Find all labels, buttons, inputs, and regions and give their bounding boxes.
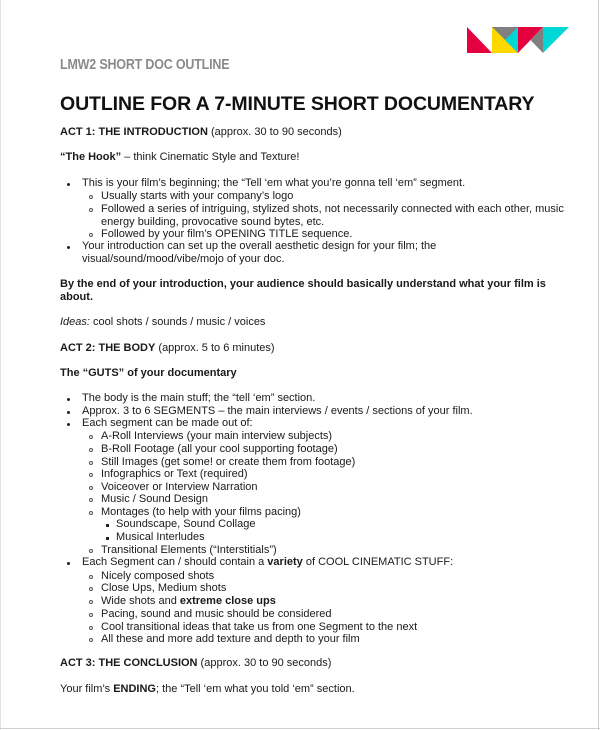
bullet-circle-icon xyxy=(89,626,93,630)
list-item: The body is the main stuff; the “tell ‘em” section. xyxy=(82,392,316,404)
bullet-circle-icon xyxy=(89,435,93,439)
ideas-line xyxy=(60,316,265,329)
list-item: Close Ups, Medium shots xyxy=(101,582,227,594)
act1-heading-bold: ACT 1: THE INTRODUCTION xyxy=(60,126,208,138)
bullet-circle-icon xyxy=(89,233,93,237)
list-item: Voiceover or Interview Narration xyxy=(101,481,258,493)
bullet-circle-icon xyxy=(89,613,93,617)
lmw-logo-icon xyxy=(467,27,569,53)
list-item: Infographics or Text (required) xyxy=(101,468,248,480)
bullet-circle-icon xyxy=(89,473,93,477)
act2-heading-bold: ACT 2: THE BODY xyxy=(60,342,156,354)
act2-heading xyxy=(60,342,275,355)
bullet-disc-icon xyxy=(67,246,70,249)
bullet-circle-icon xyxy=(89,461,93,465)
list-item: Pacing, sound and music should be considered xyxy=(101,608,332,620)
hook-line xyxy=(60,151,299,164)
list-item: Musical Interludes xyxy=(116,531,205,543)
bullet-circle-icon xyxy=(89,498,93,502)
act3-heading xyxy=(60,657,331,670)
bullet-circle-icon xyxy=(89,511,93,515)
document-title: OUTLINE FOR A 7-MINUTE SHORT DOCUMENTARY xyxy=(60,93,535,115)
act3-heading-bold: ACT 3: THE CONCLUSION xyxy=(60,657,198,669)
ideas-label: Ideas: xyxy=(60,316,90,328)
bullet-circle-icon xyxy=(89,575,93,579)
ideas-text: cool shots / sounds / music / voices xyxy=(89,316,266,328)
page-border-left xyxy=(0,0,1,730)
bullet-circle-icon xyxy=(89,195,93,199)
list-item-continuation: energy building, provocative sound bytes, etc. xyxy=(101,216,325,228)
list-item: Followed a series of intriguing, stylized shots, not necessarily connected with each other, music xyxy=(101,203,564,215)
page-border-right xyxy=(598,0,599,730)
bullet-disc-icon xyxy=(67,411,70,414)
act3-heading-duration: (approx. 30 to 90 seconds) xyxy=(197,657,332,669)
act1-heading-duration: (approx. 30 to 90 seconds) xyxy=(207,126,342,138)
extreme-close-ups-bold: extreme close ups xyxy=(179,595,276,607)
list-item: Nicely composed shots xyxy=(101,570,215,582)
bullet-disc-icon xyxy=(67,183,70,186)
hook-text: – think Cinematic Style and Texture! xyxy=(121,151,300,163)
list-item: Cool transitional ideas that take us from one Segment to the next xyxy=(101,621,418,633)
ending-bold: ENDING xyxy=(113,683,156,695)
ending-pre: Your film’s xyxy=(60,683,114,695)
list-item: Approx. 3 to 6 SEGMENTS – the main interviews / events / sections of your film. xyxy=(82,405,473,417)
list-item: Usually starts with your company’s logo xyxy=(101,190,294,202)
list-item: Followed by your film’s OPENING TITLE sequence. xyxy=(101,228,353,240)
list-item: Still Images (get some! or create them from footage) xyxy=(101,456,356,468)
bullet-circle-icon xyxy=(89,208,93,212)
intro-summary-line2: about. xyxy=(60,291,93,303)
variety-pre: Each Segment can / should contain a xyxy=(82,556,268,568)
bullet-disc-icon xyxy=(67,562,70,565)
list-item: A-Roll Interviews (your main interview subjects) xyxy=(101,430,333,442)
list-item-continuation: visual/sound/mood/vibe/mojo of your doc. xyxy=(82,253,285,265)
list-item: Transitional Elements (“Interstitials”) xyxy=(101,544,277,556)
guts-heading: The “GUTS” of your documentary xyxy=(60,367,237,379)
intro-summary-line1: By the end of your introduction, your audience should basically understand what your film is xyxy=(60,278,546,290)
bullet-circle-icon xyxy=(89,587,93,591)
list-item: This is your film’s beginning; the “Tell ‘em what you’re gonna tell ‘em” segment. xyxy=(82,177,466,189)
list-item: B-Roll Footage (all your cool supporting footage) xyxy=(101,443,338,455)
bullet-circle-icon xyxy=(89,448,93,452)
list-item: Music / Sound Design xyxy=(101,493,208,505)
bullet-circle-icon xyxy=(89,549,93,553)
list-item xyxy=(82,556,453,569)
ending-post: ; the “Tell ‘em what you told ‘em” section. xyxy=(155,683,355,695)
list-item: All these and more add texture and depth to your film xyxy=(101,633,360,645)
bullet-circle-icon xyxy=(89,486,93,490)
document-subtitle: LMW2 SHORT DOC OUTLINE xyxy=(60,57,230,73)
hook-label: “The Hook” xyxy=(60,151,122,163)
list-item: Soundscape, Sound Collage xyxy=(116,518,256,530)
bullet-disc-icon xyxy=(67,423,70,426)
variety-rest: of COOL CINEMATIC STUFF: xyxy=(302,556,454,568)
list-item: Your introduction can set up the overall aesthetic design for your film; the xyxy=(82,240,437,252)
bullet-disc-icon xyxy=(67,398,70,401)
list-item xyxy=(101,595,276,608)
bullet-square-icon xyxy=(106,537,109,540)
variety-bold: variety xyxy=(267,556,303,568)
act2-heading-duration: (approx. 5 to 6 minutes) xyxy=(155,342,275,354)
act1-heading xyxy=(60,126,342,139)
bullet-circle-icon xyxy=(89,600,93,604)
page-border-bottom xyxy=(0,728,600,729)
bullet-circle-icon xyxy=(89,638,93,642)
ending-line xyxy=(60,683,355,696)
list-item: Each segment can be made out of: xyxy=(82,417,253,429)
wide-shots-text: Wide shots and xyxy=(101,595,180,607)
bullet-square-icon xyxy=(106,524,109,527)
list-item: Montages (to help with your films pacing) xyxy=(101,506,301,518)
